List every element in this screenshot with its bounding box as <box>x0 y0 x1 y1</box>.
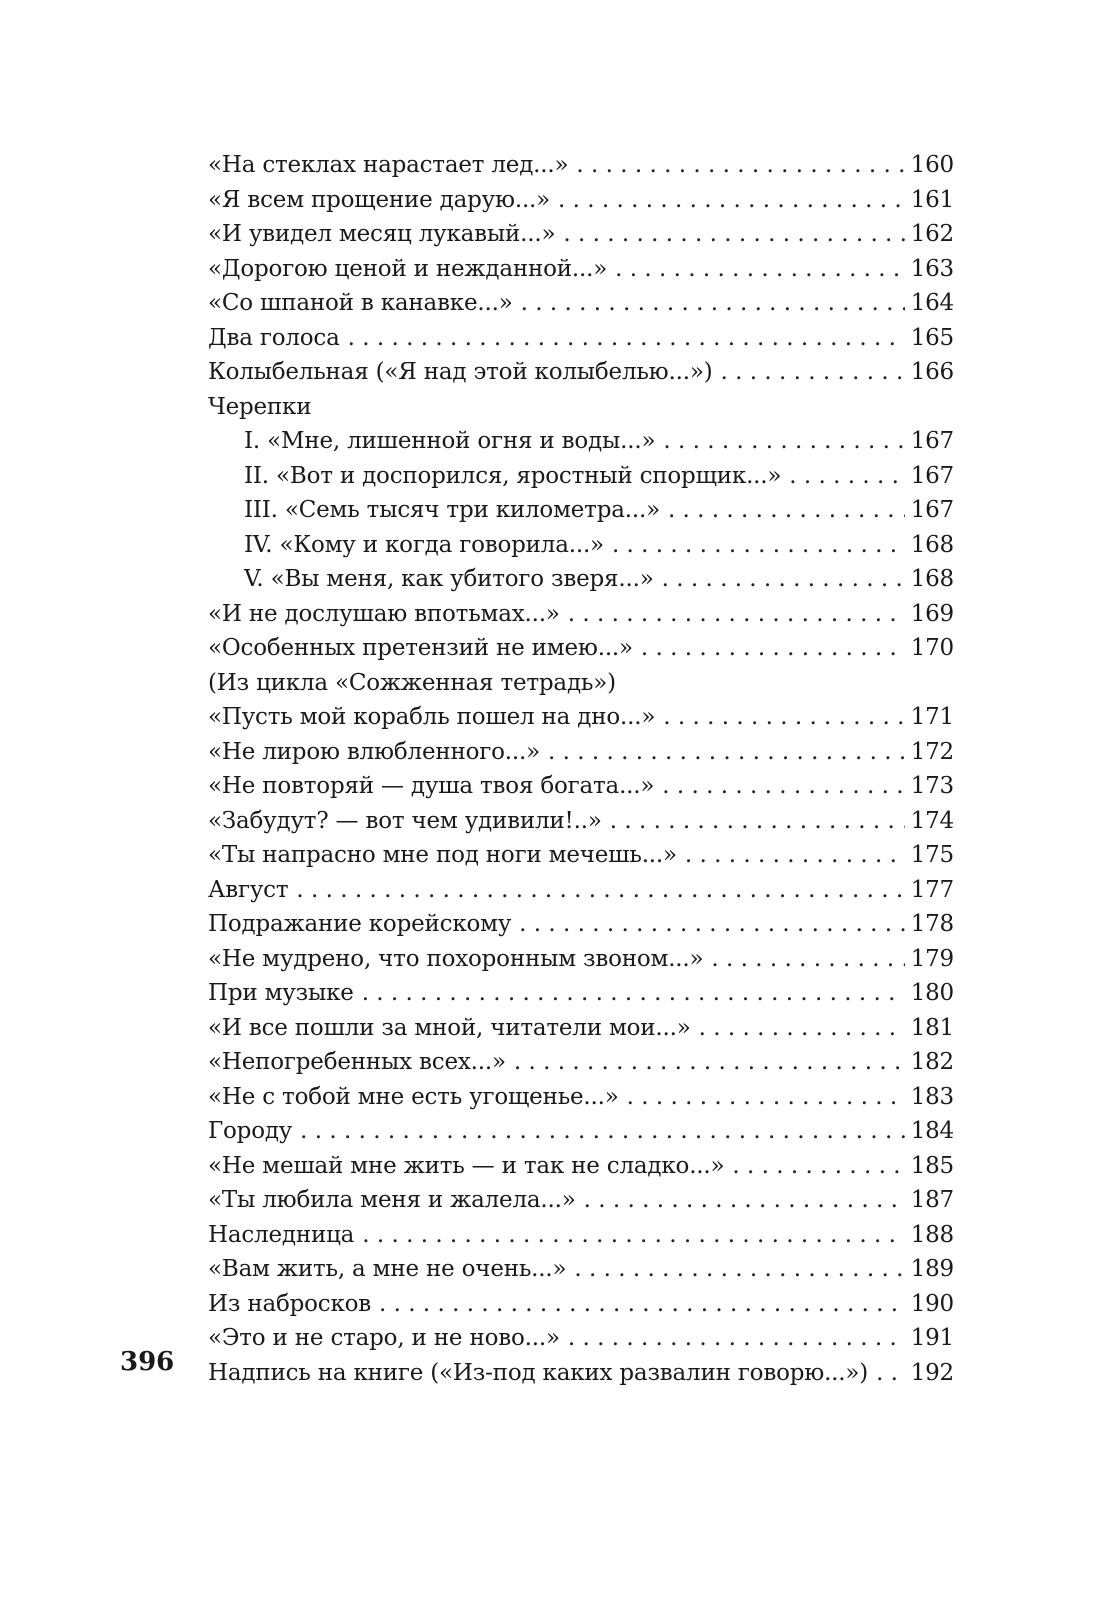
toc-entry <box>208 1252 954 1287</box>
toc-entry <box>208 769 954 804</box>
toc-entry-page: 161 <box>910 186 954 213</box>
toc-entry-page: 170 <box>910 635 954 661</box>
toc-entry-title: «Забудут? — вот чем удивили!..» <box>208 807 602 834</box>
toc-entry-page: 171 <box>910 704 954 730</box>
toc-entry <box>208 390 954 425</box>
toc-entry <box>208 528 954 563</box>
dot-leader <box>521 286 905 321</box>
page-number: 396 <box>120 1347 175 1377</box>
toc-entry-title: Подражание корейскому <box>208 911 512 937</box>
toc-entry-title: Два голоса <box>208 324 340 351</box>
dot-leader <box>662 769 904 804</box>
toc-entry-title: «Не мудрено, что похоронным звоном...» <box>208 945 704 972</box>
toc-entry-page: 169 <box>910 600 954 627</box>
toc-entry <box>208 1114 954 1149</box>
toc-entry-page: 167 <box>910 428 954 454</box>
toc-entry-page: 173 <box>910 773 954 799</box>
toc-entry-title: «Непогребенных всех...» <box>208 1049 506 1075</box>
toc-entry-title: «Пусть мой корабль пошел на дно...» <box>208 704 656 730</box>
toc-entry <box>208 1356 954 1391</box>
dot-leader <box>610 804 905 839</box>
toc-entry-page: 167 <box>910 497 954 523</box>
toc-entry <box>208 804 954 839</box>
toc-entry-page: 191 <box>910 1325 954 1351</box>
toc-entry-page: 168 <box>910 531 954 558</box>
dot-leader <box>519 907 905 942</box>
toc-entry-page: 187 <box>910 1187 954 1213</box>
dot-leader <box>663 700 904 735</box>
toc-entry-title: I. «Мне, лишенной огня и воды...» <box>244 428 656 454</box>
toc-entry-page: 192 <box>910 1359 954 1386</box>
toc-entry <box>208 1218 954 1253</box>
dot-leader <box>627 1080 905 1115</box>
toc-entry <box>208 631 954 666</box>
toc-entry-title: V. «Вы меня, как убитого зверя...» <box>244 566 654 592</box>
dot-leader <box>663 424 904 459</box>
toc-entry-page: 178 <box>910 911 954 937</box>
dot-leader <box>711 942 904 977</box>
dot-leader <box>362 1218 904 1253</box>
dot-leader <box>876 1356 905 1391</box>
toc-entry-title: IV. «Кому и когда говорила...» <box>244 531 604 558</box>
toc-entry-title: III. «Семь тысяч три километра...» <box>244 497 660 523</box>
toc-entry-title: При музыке <box>208 980 354 1006</box>
toc-entry <box>208 597 954 632</box>
toc-entry-page: 177 <box>910 876 954 903</box>
table-of-contents <box>208 148 954 1390</box>
toc-entry-page: 184 <box>910 1118 954 1144</box>
dot-leader <box>662 562 905 597</box>
toc-entry-title: II. «Вот и доспорился, яростный спорщик...» <box>244 462 782 489</box>
toc-entry <box>208 907 954 942</box>
toc-entry <box>208 976 954 1011</box>
toc-entry-title: «Не мешай мне жить — и так не сладко...» <box>208 1152 725 1179</box>
toc-entry-title: «Вам жить, а мне не очень...» <box>208 1256 567 1282</box>
toc-entry <box>208 286 954 321</box>
dot-leader <box>568 597 905 632</box>
toc-entry-page: 163 <box>910 255 954 282</box>
dot-leader <box>612 528 905 563</box>
dot-leader <box>558 183 905 218</box>
toc-entry-title: Август <box>208 876 289 903</box>
toc-entry-page: 190 <box>910 1290 954 1317</box>
toc-entry-title: Наследница <box>208 1221 355 1248</box>
toc-entry <box>208 666 954 701</box>
toc-entry <box>208 873 954 908</box>
dot-leader <box>348 321 905 356</box>
toc-entry-title: (Из цикла «Сожженная тетрадь») <box>208 669 616 696</box>
toc-entry <box>208 942 954 977</box>
toc-entry-page: 183 <box>910 1083 954 1110</box>
toc-entry <box>208 1183 954 1218</box>
dot-leader <box>563 217 904 252</box>
toc-entry <box>208 735 954 770</box>
dot-leader <box>300 1114 905 1149</box>
dot-leader <box>362 976 905 1011</box>
toc-entry-title: «И увидел месяц лукавый...» <box>208 221 556 247</box>
toc-entry-page: 172 <box>910 738 954 765</box>
dot-leader <box>789 459 904 494</box>
toc-entry-title: «И все пошли за мной, читатели мои...» <box>208 1014 691 1041</box>
dot-leader <box>514 1045 905 1080</box>
toc-entry-title: «Это и не старо, и не ново...» <box>208 1325 560 1351</box>
toc-entry-title: Надпись на книге («Из-под каких развалин говорю...») <box>208 1359 869 1386</box>
toc-entry-page: 185 <box>910 1152 954 1179</box>
dot-leader <box>576 148 904 183</box>
toc-entry <box>208 217 954 252</box>
toc-entry <box>208 838 954 873</box>
toc-entry-title: «Не лирою влюбленного...» <box>208 738 540 765</box>
toc-entry-page: 188 <box>910 1221 954 1248</box>
toc-entry <box>208 252 954 287</box>
toc-entry <box>208 493 954 528</box>
toc-entry <box>208 1080 954 1115</box>
toc-entry-page: 181 <box>910 1014 954 1041</box>
dot-leader <box>548 735 905 770</box>
toc-entry-page: 175 <box>910 842 954 868</box>
toc-entry-title: Колыбельная («Я над этой колыбелью...») <box>208 359 713 385</box>
dot-leader <box>574 1252 904 1287</box>
toc-entry-title: «И не дослушаю впотьмах...» <box>208 600 560 627</box>
toc-entry <box>208 321 954 356</box>
toc-entry-title: «Особенных претензий не имею...» <box>208 635 633 661</box>
toc-entry <box>208 1321 954 1356</box>
toc-entry <box>208 562 954 597</box>
dot-leader <box>615 252 905 287</box>
toc-entry-page: 160 <box>910 152 954 178</box>
dot-leader <box>685 838 905 873</box>
toc-entry <box>208 355 954 390</box>
toc-entry <box>208 148 954 183</box>
dot-leader <box>641 631 905 666</box>
toc-entry-title: «На стеклах нарастает лед...» <box>208 152 569 178</box>
toc-entry <box>208 424 954 459</box>
dot-leader <box>699 1011 905 1046</box>
toc-entry-page: 168 <box>910 566 954 592</box>
toc-entry-title: «Не повторяй — душа твоя богата...» <box>208 773 655 799</box>
toc-entry-title: «Ты любила меня и жалела...» <box>208 1187 576 1213</box>
toc-entry-title: Черепки <box>208 393 312 420</box>
toc-entry-page: 179 <box>910 945 954 972</box>
toc-entry <box>208 459 954 494</box>
toc-entry-title: Городу <box>208 1118 293 1144</box>
toc-entry-title: «Дорогою ценой и нежданной...» <box>208 255 608 282</box>
toc-entry <box>208 1011 954 1046</box>
dot-leader <box>584 1183 905 1218</box>
toc-entry <box>208 700 954 735</box>
toc-entry <box>208 1287 954 1322</box>
toc-entry-page: 164 <box>910 290 954 316</box>
dot-leader <box>568 1321 905 1356</box>
dot-leader <box>379 1287 905 1322</box>
toc-entry-title: «Со шпаной в канавке...» <box>208 290 513 316</box>
dot-leader <box>732 1149 904 1184</box>
dot-leader <box>296 873 904 908</box>
toc-entry-title: «Я всем прощение дарую...» <box>208 186 551 213</box>
toc-entry-page: 167 <box>910 462 954 489</box>
toc-entry-title: «Ты напрасно мне под ноги мечешь...» <box>208 842 677 868</box>
toc-entry-page: 182 <box>910 1049 954 1075</box>
toc-entry-page: 166 <box>910 359 954 385</box>
toc-entry-title: Из набросков <box>208 1290 372 1317</box>
toc-entry-title: «Не с тобой мне есть угощенье...» <box>208 1083 619 1110</box>
dot-leader <box>668 493 905 528</box>
toc-entry-page: 165 <box>910 324 954 351</box>
toc-entry <box>208 183 954 218</box>
dot-leader <box>721 355 905 390</box>
toc-entry <box>208 1149 954 1184</box>
toc-entry-page: 162 <box>910 221 954 247</box>
toc-entry-page: 174 <box>910 807 954 834</box>
toc-entry <box>208 1045 954 1080</box>
toc-entry-page: 180 <box>910 980 954 1006</box>
toc-entry-page: 189 <box>910 1256 954 1282</box>
